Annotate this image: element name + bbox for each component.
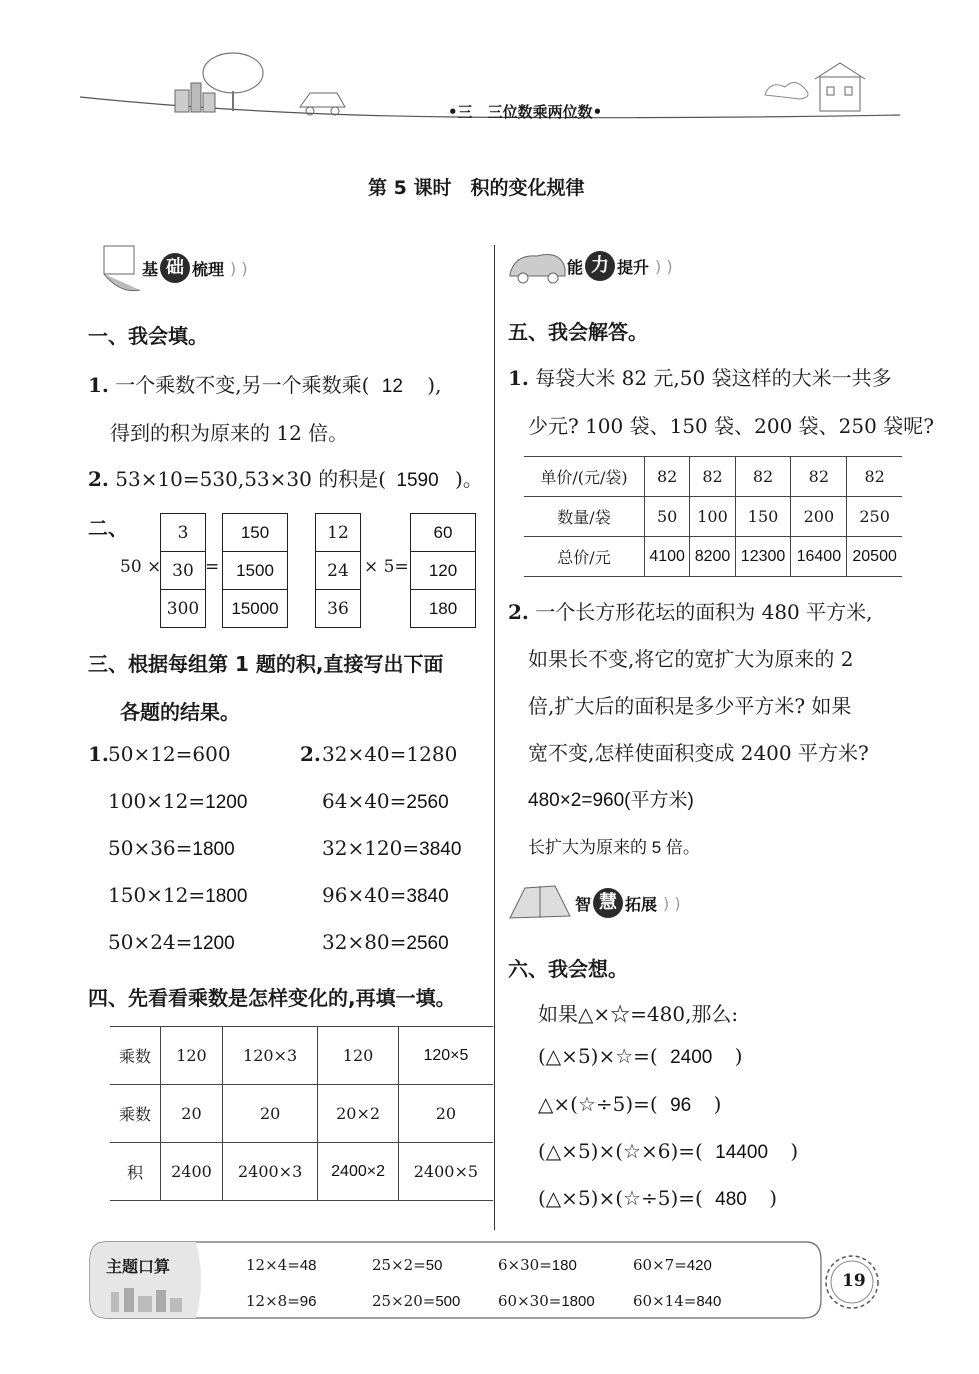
- wisdom-section-icon: [505, 878, 575, 923]
- q6-expr: (△×5)×☆=(: [538, 1044, 658, 1068]
- lesson-title: 第 5 课时 积的变化规律: [368, 177, 585, 199]
- q2-box-3: [315, 513, 361, 628]
- q2-equals: =: [205, 557, 220, 577]
- q2-box-4: [410, 513, 476, 628]
- q6-title: 六、我会想。: [508, 957, 628, 981]
- q3-expr: 32×120=: [322, 836, 420, 860]
- table-cell-answer: 16400: [791, 537, 847, 577]
- q1-1-close: ),: [427, 373, 442, 397]
- q3-expr: 32×80=: [322, 930, 407, 954]
- calc-answer: 50: [425, 1257, 443, 1274]
- basic-label-tail: 梳理: [192, 259, 225, 279]
- q6-close: ): [769, 1186, 778, 1210]
- q5-2-line2: 如果长不变,将它的宽扩大为原来的 2: [528, 647, 854, 671]
- q1-2-close: )。: [455, 467, 483, 491]
- q3-answer: 2560: [406, 933, 449, 954]
- table-cell-answer: 8200: [690, 537, 735, 577]
- q1-title: 一、我会填。: [88, 324, 208, 348]
- q3-group1-label: 1.: [88, 742, 109, 766]
- table-cell: 120: [318, 1027, 399, 1085]
- q6-item: [538, 1186, 777, 1211]
- table-cell: 82: [690, 457, 735, 497]
- basic-section-badge: 基 础 梳理 ) ): [142, 253, 248, 283]
- oral-calc-item: [633, 1292, 721, 1310]
- calc-expr: 25×20=: [372, 1292, 436, 1310]
- q2-box4-cell: 120: [411, 552, 476, 590]
- page-number: 19: [842, 1271, 866, 1291]
- q6-close: ): [790, 1139, 799, 1163]
- q5-2-line3: 倍,扩大后的面积是多少平方米? 如果: [528, 694, 852, 718]
- table-cell-answer: 20500: [847, 537, 902, 577]
- table-row: [110, 1085, 493, 1143]
- calc-answer: 1800: [561, 1293, 595, 1310]
- calc-expr: 60×14=: [633, 1292, 697, 1310]
- oral-calc-item: [372, 1292, 460, 1310]
- q1-2-answer: 1590: [396, 470, 439, 491]
- table-row: [110, 1143, 493, 1201]
- calc-answer: 500: [435, 1293, 461, 1310]
- wisdom-section-badge: 智 慧 拓展 ) ): [575, 888, 681, 918]
- q3-expr: 150×12=: [108, 883, 206, 907]
- q5-table: [524, 456, 902, 577]
- q5-2-answer-2: 长扩大为原来的 5 倍。: [528, 838, 700, 857]
- q3-expr: 100×12=: [108, 789, 206, 813]
- q1-1-answer: 12: [381, 376, 403, 397]
- q6-intro: 如果△×☆=480,那么:: [538, 1002, 739, 1026]
- ability-section-icon: [505, 246, 570, 286]
- q3-g2-item: [322, 883, 449, 908]
- q4-title: 四、先看看乘数是怎样变化的,再填一填。: [88, 986, 456, 1010]
- calc-expr: 60×7=: [633, 1256, 687, 1274]
- q2-box-1: [160, 513, 206, 628]
- q3-g2-item: [322, 789, 449, 814]
- calc-answer: 180: [551, 1257, 577, 1274]
- table-cell: 总价/元: [524, 537, 645, 577]
- q6-item: [538, 1044, 743, 1069]
- table-cell: 单价/(元/袋): [524, 457, 645, 497]
- q5-2-line4: 宽不变,怎样使面积变成 2400 平方米?: [528, 741, 869, 765]
- q1-1-line2: 得到的积为原来的 12 倍。: [110, 421, 349, 445]
- table-cell: 100: [690, 497, 735, 537]
- table-row: [524, 537, 902, 577]
- q3-g1-item: [108, 883, 247, 908]
- calc-expr: 12×4=: [246, 1256, 300, 1274]
- q3-expr: 32×40=: [322, 742, 407, 766]
- q3-answer: 1800: [205, 886, 248, 907]
- q3-answer: 3840: [406, 886, 449, 907]
- q3-g2-item: [322, 930, 449, 955]
- footer-label: 主题口算: [106, 1257, 171, 1276]
- q2-box3-cell: 36: [316, 590, 361, 628]
- ability-section-badge: 能 力 提升 ) ): [567, 251, 673, 281]
- q3-g2-item: [322, 742, 457, 766]
- q3-g1-item: [108, 930, 235, 955]
- q3-group2-label: 2.: [300, 742, 321, 766]
- table-cell-answer: 120×5: [398, 1027, 493, 1085]
- table-cell: 2400×3: [222, 1143, 317, 1201]
- table-cell: 20: [398, 1085, 493, 1143]
- q5-title: 五、我会解答。: [508, 320, 648, 344]
- calc-answer: 420: [686, 1257, 712, 1274]
- q2-left-factor: 50 ×: [120, 557, 162, 577]
- q1-1-number: 1.: [88, 373, 109, 397]
- q1-1: [88, 369, 441, 398]
- q6-close: ): [713, 1092, 722, 1116]
- q2-box-2: [222, 513, 288, 628]
- oral-calc-item: [246, 1256, 316, 1274]
- basic-section-icon: [100, 242, 145, 297]
- q6-expr: (△×5)×(☆÷5)=(: [538, 1186, 703, 1210]
- q2-times-five: × 5=: [364, 557, 409, 577]
- table-cell: 82: [847, 457, 902, 497]
- q3-expr: 64×40=: [322, 789, 407, 813]
- table-cell: 82: [645, 457, 690, 497]
- oral-calc-item: [498, 1292, 595, 1310]
- q5-1-line1: [508, 362, 892, 391]
- table-cell: 20: [222, 1085, 317, 1143]
- q2-box3-cell: 24: [316, 552, 361, 590]
- q5-1-text: 每袋大米 82 元,50 袋这样的大米一共多: [535, 366, 892, 390]
- q3-answer: 2560: [406, 792, 449, 813]
- q6-item: [538, 1139, 798, 1164]
- q5-2-number: 2.: [508, 600, 529, 624]
- calc-expr: 12×8=: [246, 1292, 300, 1310]
- q2-title: 二、: [88, 516, 128, 540]
- oral-calc-item: [372, 1256, 442, 1274]
- calc-answer: 96: [299, 1293, 317, 1310]
- q3-answer: 1800: [192, 839, 235, 860]
- q3-answer: 3840: [419, 839, 462, 860]
- table-cell: 250: [847, 497, 902, 537]
- oral-calc-item: [633, 1256, 712, 1274]
- calc-expr: 25×2=: [372, 1256, 426, 1274]
- column-divider: [494, 245, 495, 1230]
- q3-expr: 50×12=: [108, 742, 193, 766]
- q3-expr: 50×36=: [108, 836, 193, 860]
- table-cell-answer: 12300: [735, 537, 791, 577]
- q5-1-number: 1.: [508, 366, 529, 390]
- q1-2-text: 53×10=530,53×30 的积是(: [115, 467, 387, 491]
- q2-box2-cell: 1500: [223, 552, 288, 590]
- q4-table: [110, 1026, 493, 1201]
- table-cell: 120: [161, 1027, 223, 1085]
- q1-1-text: 一个乘数不变,另一个乘数乘(: [115, 373, 370, 397]
- q3-title-line2: 各题的结果。: [120, 700, 240, 724]
- calc-answer: 840: [696, 1293, 722, 1310]
- q1-2: [88, 463, 483, 492]
- table-cell: 2400: [161, 1143, 223, 1201]
- q5-2-answer-1: 480×2=960(平方米): [528, 790, 694, 811]
- table-cell: 20×2: [318, 1085, 399, 1143]
- oral-calc-item: [246, 1292, 316, 1310]
- q3-given: 1280: [406, 742, 458, 766]
- q2-box4-cell: 60: [411, 514, 476, 552]
- q2-box3-cell: 12: [316, 514, 361, 552]
- q2-box2-cell: 15000: [223, 590, 288, 628]
- q5-1-line2: 少元? 100 袋、150 袋、200 袋、250 袋呢?: [528, 414, 934, 438]
- q3-g1-item: [108, 742, 231, 766]
- q3-g1-item: [108, 789, 247, 814]
- q3-given: 600: [192, 742, 231, 766]
- table-cell-answer: 2400×2: [318, 1143, 399, 1201]
- table-cell: 20: [161, 1085, 223, 1143]
- q3-answer: 1200: [192, 933, 235, 954]
- table-cell: 82: [791, 457, 847, 497]
- q6-close: ): [734, 1044, 743, 1068]
- table-cell: 120×3: [222, 1027, 317, 1085]
- q2-box2-cell: 150: [223, 514, 288, 552]
- q5-2-line1: [508, 596, 873, 625]
- q6-expr: △×(☆÷5)=(: [538, 1092, 658, 1116]
- table-cell: 积: [110, 1143, 161, 1201]
- q3-g2-item: [322, 836, 461, 861]
- q2-box4-cell: 180: [411, 590, 476, 628]
- q3-expr: 50×24=: [108, 930, 193, 954]
- table-cell-answer: 4100: [645, 537, 690, 577]
- calc-answer: 48: [299, 1257, 317, 1274]
- table-cell: 50: [645, 497, 690, 537]
- oral-calc-item: [498, 1256, 577, 1274]
- table-row: [524, 457, 902, 497]
- table-row: [524, 497, 902, 537]
- q6-answer: 480: [715, 1189, 747, 1210]
- q6-answer: 14400: [715, 1142, 769, 1163]
- table-cell: 数量/袋: [524, 497, 645, 537]
- q6-answer: 2400: [670, 1047, 713, 1068]
- table-cell: 82: [735, 457, 791, 497]
- q2-box1-cell: 3: [161, 514, 206, 552]
- q6-item: [538, 1092, 721, 1117]
- q2-box1-cell: 300: [161, 590, 206, 628]
- q3-expr: 96×40=: [322, 883, 407, 907]
- table-cell: 200: [791, 497, 847, 537]
- table-cell: 150: [735, 497, 791, 537]
- q6-answer: 96: [670, 1095, 692, 1116]
- chapter-header: •三 三位数乘两位数•: [448, 103, 603, 121]
- q3-title: 三、根据每组第 1 题的积,直接写出下面: [88, 652, 444, 676]
- q1-2-number: 2.: [88, 467, 109, 491]
- q3-answer: 1200: [205, 792, 248, 813]
- calc-expr: 60×30=: [498, 1292, 562, 1310]
- q2-box1-cell: 30: [161, 552, 206, 590]
- q3-g1-item: [108, 836, 235, 861]
- q5-2-text: 一个长方形花坛的面积为 480 平方米,: [535, 600, 873, 624]
- table-cell: 乘数: [110, 1027, 161, 1085]
- table-row: [110, 1027, 493, 1085]
- calc-expr: 6×30=: [498, 1256, 552, 1274]
- table-cell: 2400×5: [398, 1143, 493, 1201]
- table-cell: 乘数: [110, 1085, 161, 1143]
- q6-expr: (△×5)×(☆×6)=(: [538, 1139, 703, 1163]
